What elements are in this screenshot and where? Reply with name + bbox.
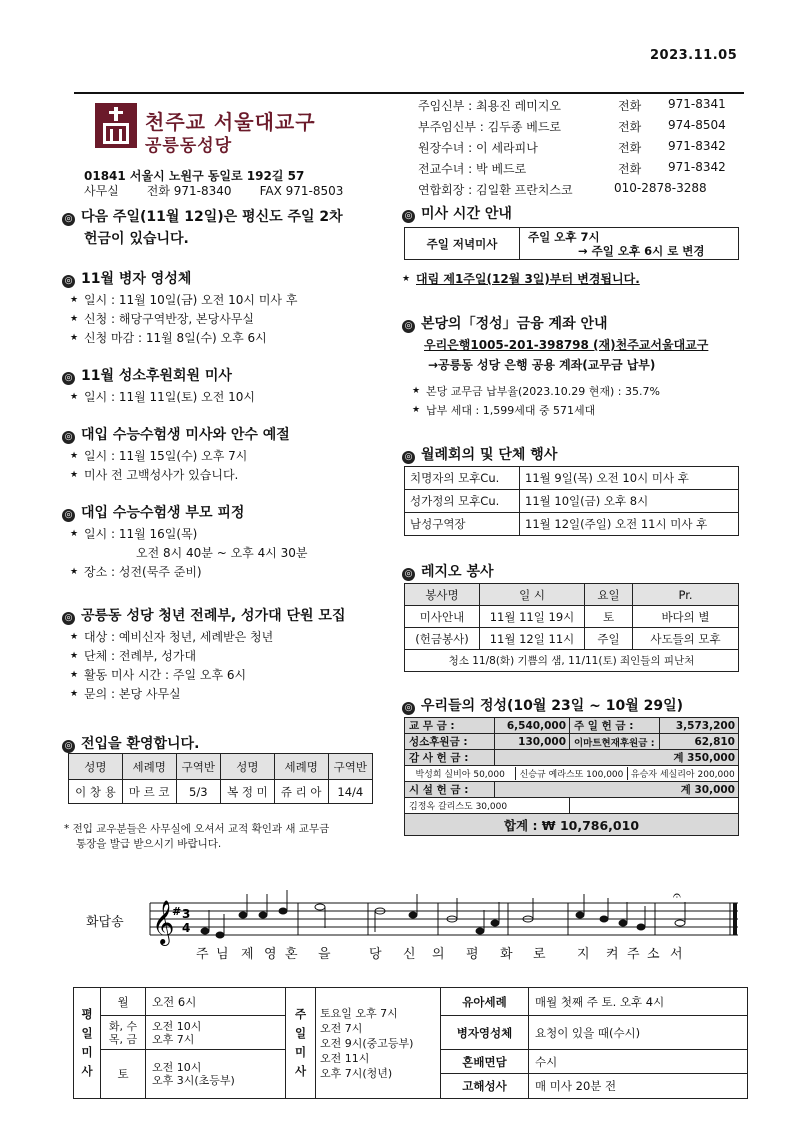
- section-title: 11월 성소후원회원 미사: [81, 368, 232, 384]
- legio-table: [404, 583, 739, 672]
- table-cell: 쥬 리 아: [274, 780, 328, 804]
- table-header: 구역반: [328, 754, 372, 780]
- table-header: 봉사명: [405, 584, 480, 606]
- sacrament-group: 혼배면담 고해성사: [441, 1050, 529, 1099]
- section-bullet-icon: ◎: [62, 509, 75, 522]
- offering-total: 합계 : ₩ 10,786,010: [405, 814, 739, 836]
- time-cell: 오전 6시: [146, 988, 286, 1016]
- table-cell: 11월 11일 19시: [480, 606, 585, 628]
- staff-role: 부주임신부 : 김두종 베드로: [418, 120, 561, 134]
- time-cell: 오전 10시 오후 7시: [146, 1016, 286, 1050]
- table-header: 구역반: [176, 754, 220, 780]
- section-bullet-icon: ◎: [62, 213, 75, 226]
- svg-text:4: 4: [182, 921, 191, 935]
- table-cell: 치명자의 모후Cu.: [405, 467, 520, 490]
- welcome-note: [64, 822, 329, 852]
- staff-number: 971-8342: [668, 139, 726, 153]
- section-bullet-icon: ◎: [62, 275, 75, 288]
- section-mass-time: [402, 203, 512, 223]
- list-item: ★ 일시 : 11월 15일(수) 오후 7시: [70, 449, 248, 463]
- sacrament-label: 병자영성체: [441, 1016, 529, 1050]
- section-title: 공릉동 성당 청년 전례부, 성가대 단원 모집: [81, 608, 346, 624]
- section-legio: [402, 561, 494, 581]
- notice-line2: 헌금이 있습니다.: [84, 231, 189, 247]
- staff-row: [418, 118, 748, 139]
- table-row: [405, 814, 739, 836]
- monthly-table: [404, 466, 739, 536]
- office-fax: FAX 971-8503: [259, 184, 344, 198]
- staff-number: 971-8341: [668, 97, 726, 111]
- list-item: ★ 장소 : 성전(묵주 준비): [70, 565, 202, 579]
- table-row: [405, 628, 739, 650]
- table-cell: 사도들의 모후: [633, 628, 739, 650]
- weekday-mass-label: 평 일 미 사: [74, 988, 101, 1099]
- section-bullet-icon: ◎: [62, 431, 75, 444]
- staff-role: 연합회장 : 김일환 프란치스코: [418, 183, 573, 197]
- section-bullet-icon: ◎: [402, 702, 415, 715]
- section-offering: [402, 695, 683, 715]
- table-header: 성명: [220, 754, 274, 780]
- section-title: 월례회의 및 단체 행사: [421, 447, 558, 463]
- list-item: ★ 일시 : 11월 16일(목): [70, 527, 198, 541]
- sacrament-time: 요청이 있을 때(수시): [529, 1016, 748, 1050]
- list-item: ★ 일시 : 11월 11일(토) 오전 10시: [70, 390, 256, 404]
- table-row: 교 무 금 : 6,540,000 주 일 헌 금 : 3,573,200: [405, 718, 739, 734]
- table-row: [405, 513, 739, 536]
- staff-tel-label: 전화: [618, 162, 642, 176]
- table-row: [405, 798, 739, 814]
- church-name: 천주교 서울대교구: [145, 110, 316, 134]
- table-cell: 11월 9일(목) 오전 10시 미사 후: [520, 467, 739, 490]
- section-welcome: [62, 733, 199, 753]
- office-contact: [84, 182, 371, 199]
- table-cell: 11월 10일(금) 오후 8시: [520, 490, 739, 513]
- section-bullet-icon: ◎: [402, 568, 415, 581]
- notice-line1: 다음 주일(11월 12일)은 평신도 주일 2차: [81, 209, 343, 225]
- section-parent-retreat: [62, 502, 308, 582]
- section-title: 본당의「정성」금융 계좌 안내: [421, 316, 608, 332]
- table-row: 성소후원금 : 130,000 이마트현재후원금 : 62,810: [405, 734, 739, 750]
- offering-table: [404, 717, 739, 836]
- time-cell: 오전 10시 오후 3시(초등부): [146, 1050, 286, 1099]
- sunday-times: 토요일 오후 7시 오전 7시 오전 9시(중고등부) 오전 11시 오후 7시(청년): [316, 988, 441, 1099]
- list-item: ★ 납부 세대 : 1,599세대 중 571세대: [412, 404, 596, 417]
- table-header: Pr.: [633, 584, 739, 606]
- section-bullet-icon: ◎: [62, 612, 75, 625]
- table-cell: 청소 11/8(화) 기쁨의 샘, 11/11(토) 죄인들의 피난처: [405, 650, 739, 672]
- staff-tel-label: 전화: [618, 99, 642, 113]
- section-account: [402, 313, 708, 420]
- list-item: ★ 신청 : 해당구역반장, 본당사무실: [70, 312, 254, 326]
- section-bullet-icon: ◎: [62, 740, 75, 753]
- sunday-mass-label: 주 일 미 사: [286, 988, 316, 1099]
- table-cell: 14/4: [328, 780, 372, 804]
- table-cell: 마 르 코: [122, 780, 176, 804]
- staff-role: 원장수녀 : 이 세라피나: [418, 141, 538, 155]
- hymn-label: 화답송: [86, 915, 124, 930]
- table-cell: 복 정 미: [220, 780, 274, 804]
- table-cell: 5/3: [176, 780, 220, 804]
- mass-schedule-table: [73, 987, 748, 1099]
- office-tel: 전화 971-8340: [146, 184, 232, 198]
- section-exam-mass: [62, 424, 290, 485]
- section-sick-communion: [62, 268, 297, 348]
- section-title: 대입 수능수험생 미사와 안수 예절: [81, 427, 290, 443]
- table-cell: 이 창 용: [69, 780, 123, 804]
- table-cell: 11월 12일 11시: [480, 628, 585, 650]
- table-cell: 미사안내: [405, 606, 480, 628]
- table-header: 일 시: [480, 584, 585, 606]
- table-row: 감 사 헌 금 : 계 350,000: [405, 750, 739, 766]
- day-cell: 월: [101, 988, 146, 1016]
- table-row: [405, 766, 739, 782]
- day-cell: 화, 수 목, 금: [101, 1016, 146, 1050]
- section-bullet-icon: ◎: [62, 372, 75, 385]
- sacrament-label: 유아세례: [441, 988, 529, 1016]
- list-item: 오전 8시 40분 ~ 오후 4시 30분: [136, 546, 308, 560]
- table-row: [405, 606, 739, 628]
- sacrament-group-times: 수시 매 미사 20분 전: [529, 1050, 748, 1099]
- donor: 박성희 실비아 50,000: [405, 767, 516, 780]
- mass-change: [520, 228, 739, 260]
- svg-text:#: #: [172, 905, 182, 918]
- staff-tel-label: 전화: [618, 141, 642, 155]
- sacrament-time: 매월 첫째 주 토. 오후 4시: [529, 988, 748, 1016]
- table-header: 성명: [69, 754, 123, 780]
- section-bullet-icon: ◎: [402, 210, 415, 223]
- note-line: 통장을 발급 받으시기 바랍니다.: [76, 838, 222, 850]
- staff-role: 전교수녀 : 박 베드로: [418, 162, 527, 176]
- section-title: 우리들의 정성(10월 23일 ~ 10월 29일): [421, 698, 684, 714]
- section-title: 미사 시간 안내: [421, 206, 512, 222]
- note-line: * 전입 교우분들은 사무실에 오셔서 교적 확인과 새 교무금: [64, 823, 330, 835]
- section-bullet-icon: ◎: [402, 320, 415, 333]
- table-row: [405, 490, 739, 513]
- church-logo-icon: [95, 103, 137, 148]
- section-vocation-mass: [62, 365, 255, 407]
- list-item: ★ 신청 마감 : 11월 8일(수) 오후 6시: [70, 331, 267, 345]
- list-item: ★ 활동 미사 시간 : 주일 오후 6시: [70, 668, 247, 682]
- church-logo: [95, 103, 137, 148]
- table-cell: 바다의 별: [633, 606, 739, 628]
- table-header: 세례명: [274, 754, 328, 780]
- staff-list: [418, 97, 748, 202]
- mass-change-note: ★ 대림 제1주일(12월 3일)부터 변경됩니다.: [402, 272, 640, 286]
- table-cell: 토: [585, 606, 633, 628]
- section-youth-recruit: [62, 605, 345, 704]
- staff-number: 971-8342: [668, 160, 726, 174]
- staff-row: [418, 181, 748, 202]
- mass-line2: → 주일 오후 6시 로 변경: [578, 243, 705, 258]
- office-label: 사무실: [84, 184, 119, 198]
- mass-line1: 주일 오후 7시: [528, 229, 600, 244]
- staff-row: [418, 139, 748, 160]
- list-item: ★ 문의 : 본당 사무실: [70, 687, 181, 701]
- notice-second-collection: [62, 206, 343, 250]
- table-cell: 남성구역장: [405, 513, 520, 536]
- section-title: 대입 수능수험생 부모 피정: [81, 505, 245, 521]
- list-item: ★ 본당 교무금 납부율(2023.10.29 현재) : 35.7%: [412, 385, 660, 398]
- church-address: 01841 서울시 노원구 동일로 192길 57: [84, 169, 305, 183]
- header-rule: [74, 92, 744, 94]
- section-title: 전입을 환영합니다.: [81, 736, 200, 752]
- section-title: 레지오 봉사: [421, 564, 494, 580]
- list-item: ★ 일시 : 11월 10일(금) 오전 10시 미사 후: [70, 293, 298, 307]
- staff-tel-label: 전화: [618, 120, 642, 134]
- fermata-icon: 𝄐: [673, 888, 681, 904]
- bulletin-date: 2023.11.05: [650, 48, 738, 63]
- section-monthly: [402, 444, 557, 464]
- table-cell: 주일: [585, 628, 633, 650]
- section-bullet-icon: ◎: [402, 451, 415, 464]
- staff-number: 010-2878-3288: [614, 181, 707, 195]
- day-cell: 토: [101, 1050, 146, 1099]
- table-cell: 11월 12일(주일) 오전 11시 미사 후: [520, 513, 739, 536]
- parish-name: 공릉동성당: [145, 136, 233, 156]
- list-item: ★ 미사 전 고백성사가 있습니다.: [70, 468, 239, 482]
- staff-row: [418, 160, 748, 181]
- table-cell: (헌금봉사): [405, 628, 480, 650]
- mass-label: 주일 저녁미사: [405, 228, 520, 260]
- table-row: [405, 650, 739, 672]
- donor: 유승자 세실리아 200,000: [630, 770, 735, 780]
- welcome-table: [68, 753, 373, 804]
- mass-table: [404, 227, 739, 260]
- staff-row: [418, 97, 748, 118]
- list-item: ★ 대상 : 예비신자 청년, 세례받은 청년: [70, 630, 274, 644]
- treble-clef-icon: 𝄞: [152, 900, 175, 944]
- donor: 신승규 예라스또 100,000: [516, 767, 627, 780]
- staff-role: 주임신부 : 최용진 레미지오: [418, 99, 561, 113]
- table-header: 요일: [585, 584, 633, 606]
- account-number: 우리은행1005-201-398798 (재)천주교서울대교구: [424, 338, 709, 352]
- table-header: 세례명: [122, 754, 176, 780]
- table-cell: 성가정의 모후Cu.: [405, 490, 520, 513]
- donor: 김정옥 갈리스도 30,000: [405, 798, 570, 814]
- list-item: ★ 단체 : 전례부, 성가대: [70, 649, 197, 663]
- table-row: [405, 467, 739, 490]
- account-purpose: →공릉동 성당 은행 공용 계좌(교무금 납부): [428, 358, 656, 372]
- svg-text:3: 3: [182, 907, 191, 921]
- table-row: 시 설 헌 금 : 계 30,000: [405, 782, 739, 798]
- staff-number: 974-8504: [668, 118, 726, 132]
- section-title: 11월 병자 영성체: [81, 271, 192, 287]
